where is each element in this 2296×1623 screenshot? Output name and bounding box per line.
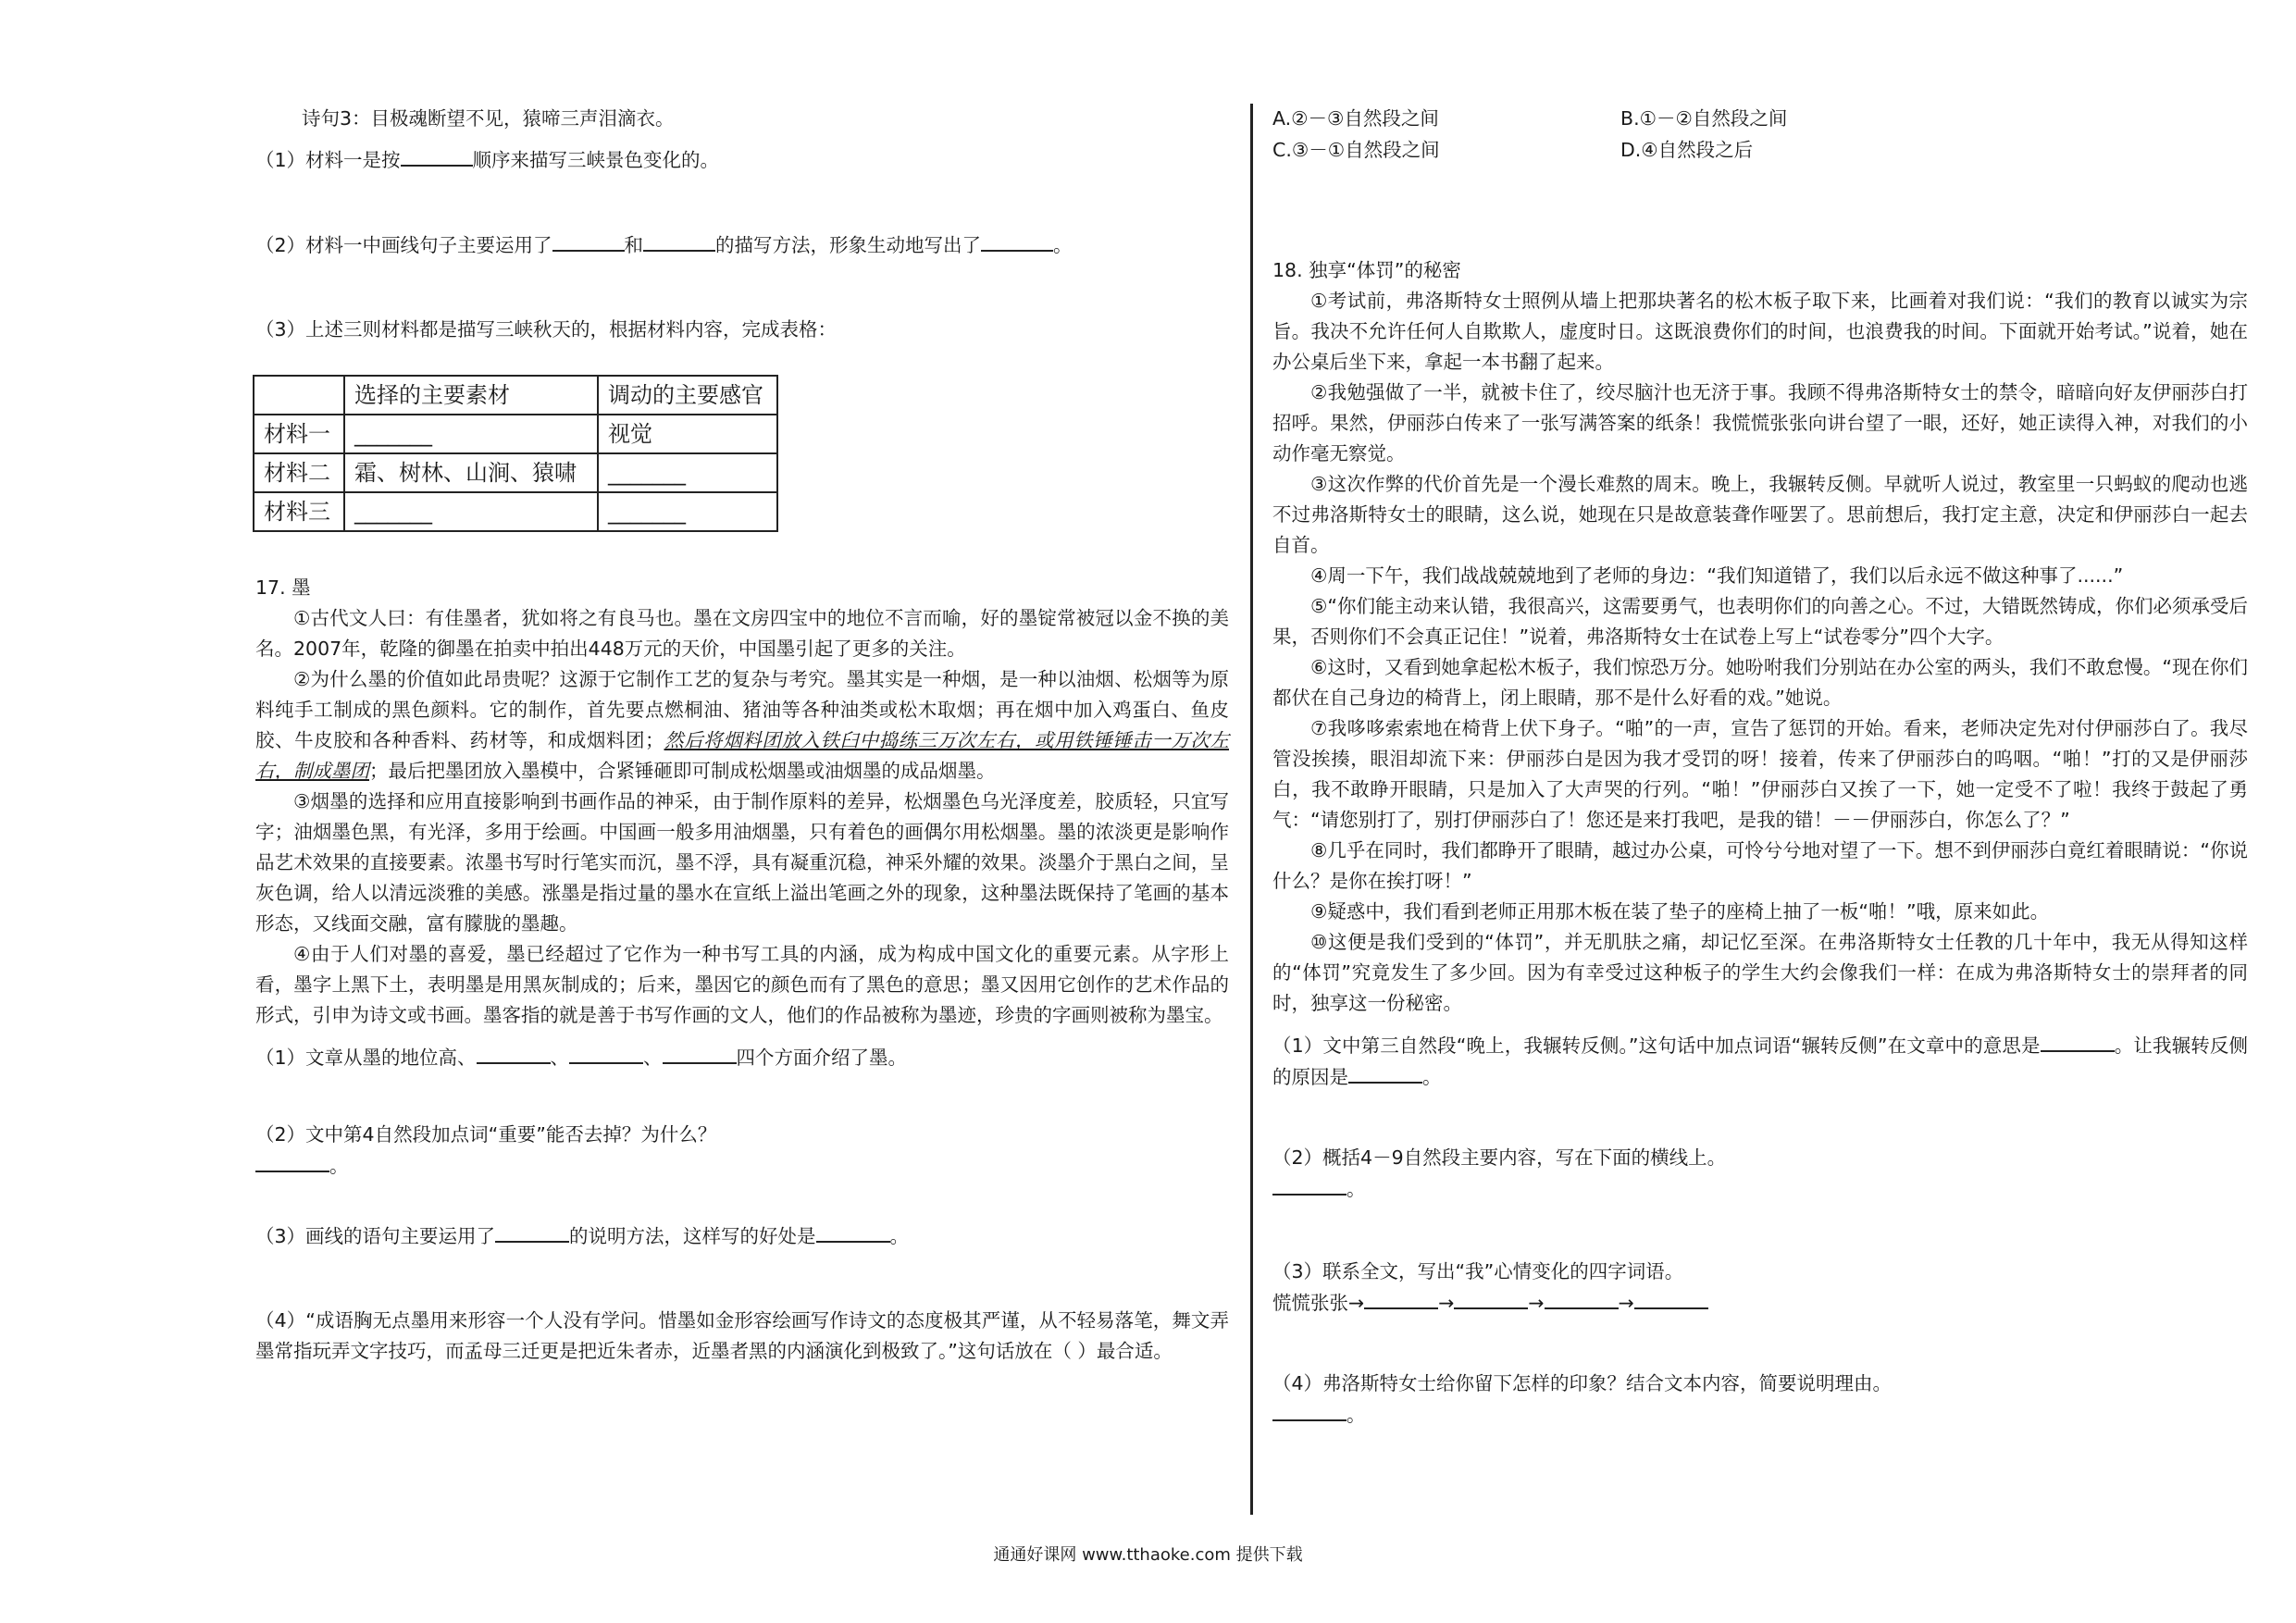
q17-2-answer — [255, 1150, 1229, 1182]
question-17-4: （4）“成语胸无点墨用来形容一个人没有学问。惜墨如金形容绘画写作诗文的态度极其严谨，从不轻易落笔，舞文弄墨常指玩弄文字技巧，而孟母三迁更是把近朱者赤，近墨者黑的内涵演化到极致了。”这句话放在（ ）最合适。 — [255, 1309, 1229, 1362]
q18-paragraph-8: ⑧几乎在同时，我们都睁开了眼睛，越过办公桌，可怜兮兮地对望了一下。想不到伊丽莎白竟红着眼睛说：“你说什么？是你在挨打呀！” — [1272, 839, 2248, 892]
q16-1-text-end: 顺序来描写三峡景色变化的。 — [472, 149, 720, 171]
separator: 、 — [643, 1047, 663, 1069]
q16-2-text-end: 。 — [1053, 234, 1073, 256]
q18-paragraph-9: ⑨疑惑中，我们看到老师正用那木板在装了垫子的座椅上抽了一板“啪！”哦，原来如此。 — [1310, 900, 2050, 923]
q17-3-text-end: 。 — [889, 1225, 910, 1247]
answer-blank[interactable] — [1545, 1287, 1619, 1309]
question-18-3: （3）联系全文，写出“我”心情变化的四字词语。 — [1272, 1260, 1684, 1282]
answer-blank[interactable] — [643, 229, 715, 252]
q18-paragraph-5: ⑤“你们能主动来认错，我很高兴，这需要勇气，也表明你们的向善之心。不过，大错既然铸成，你们必须承受后果，否则你们不会真正记住！”说着，弗洛斯特女士在试卷上写上“试卷零分”四个大字。 — [1272, 595, 2248, 648]
question-17-title: 17. 墨 — [255, 576, 311, 599]
question-18-title: 18. 独享“体罚”的秘密 — [1272, 259, 1461, 281]
answer-blank[interactable] — [569, 1042, 643, 1064]
answer-blank[interactable] — [401, 144, 473, 167]
q16-2-text-mid: 的描写方法，形象生动地写出了 — [715, 234, 982, 256]
period: 。 — [1347, 1404, 1366, 1426]
question-17-2: （2）文中第4自然段加点词“重要”能否去掉？为什么？ — [255, 1123, 717, 1146]
table-cell[interactable]: _______ — [598, 453, 777, 492]
answer-blank[interactable] — [981, 229, 1053, 252]
table-row — [254, 415, 777, 453]
answer-blank[interactable] — [2041, 1030, 2115, 1052]
option-b[interactable]: B.①－②自然段之间 — [1620, 107, 1788, 130]
question-16-1 — [255, 144, 1229, 176]
q18-paragraph-7: ⑦我哆哆索索地在椅背上伏下身子。“啪”的一声，宣告了惩罚的开始。看来，老师决定先对付伊丽莎白了。我尽管没挨揍，眼泪却流下来：伊丽莎白是因为我才受罚的呀！接着，传来了伊丽莎白的呜咽。“啪！”打的又是伊丽莎白，我不敢睁开眼睛，只是加入了大声哭的行列。“啪！”伊丽莎白又挨了一下，她一定受不了啦！我终于鼓起了勇气：“请您别打了，别打伊丽莎白了！您还是来打我吧，是我的错！－－伊丽莎白，你怎么了？” — [1272, 717, 2248, 831]
answer-blank[interactable] — [255, 1150, 329, 1172]
underlined-sentence: 然后将烟料团放入铁臼中捣练三万次左右，或用铁锤锤击一万次左右，制成墨团 — [255, 729, 1230, 782]
left-column — [255, 104, 1229, 1367]
answer-blank[interactable] — [1348, 1061, 1422, 1084]
q18-paragraph-4: ④周一下午，我们战战兢兢地到了老师的身边：“我们知道错了，我们以后永远不做这种事了......” — [1310, 564, 2124, 587]
question-17-1 — [255, 1042, 1229, 1073]
q17-1-text-end: 四个方面介绍了墨。 — [736, 1047, 908, 1069]
q16-2-and: 和 — [624, 234, 644, 256]
table-cell[interactable]: _______ — [598, 492, 777, 531]
table-header-row — [254, 376, 777, 415]
table-cell: 选择的主要素材 — [344, 376, 598, 415]
table-cell: 调动的主要感官 — [598, 376, 777, 415]
q17-4-options — [1272, 104, 2248, 170]
q17-paragraph-1: ①古代文人曰：有佳墨者，犹如将之有良马也。墨在文房四宝中的地位不言而喻，好的墨锭常被冠以金不换的美名。2007年，乾隆的御墨在拍卖中拍出448万元的天价，中国墨引起了更多的关注。 — [255, 607, 1229, 660]
table-cell: 材料三 — [254, 492, 344, 531]
page-footer: 通通好课网 www.tthaoke.com 提供下载 — [993, 1545, 1303, 1565]
q18-paragraph-2: ②我勉强做了一半，就被卡住了，绞尽脑汁也无济于事。我顾不得弗洛斯特女士的禁令，暗暗向好友伊丽莎白打招呼。果然，伊丽莎白传来了一张写满答案的纸条！我慌慌张张向讲台望了一眼，还好，她正读得入神，对我们的小动作毫无察觉。 — [1272, 381, 2248, 465]
emotion-start-word: 慌慌张张 — [1272, 1292, 1348, 1314]
answer-blank[interactable] — [1454, 1287, 1528, 1309]
table-cell[interactable]: _______ — [344, 415, 598, 453]
q17-p2-text-end: ；最后把墨团放入墨模中，合紧锤砸即可制成松烟墨或油烟墨的成品烟墨。 — [369, 760, 996, 782]
option-d[interactable]: D.④自然段之后 — [1620, 139, 1754, 161]
q17-3-text-mid: 的说明方法，这样写的好处是 — [569, 1225, 816, 1247]
q18-2-answer — [1272, 1173, 2248, 1205]
arrow-icon: → — [1348, 1292, 1365, 1314]
q16-2-text: （2）材料一中画线句子主要运用了 — [255, 234, 552, 256]
period: 。 — [1347, 1178, 1366, 1200]
q18-4-answer — [1272, 1399, 2248, 1431]
q17-paragraph-3: ③烟墨的选择和应用直接影响到书画作品的神采，由于制作原料的差异，松烟墨色乌光泽度差，胶质轻，只宜写字；油烟墨色黑，有光泽，多用于绘画。中国画一般多用油烟墨，只有着色的画偶尔用松烟墨。墨的浓淡更是影响作品艺术效果的直接要素。浓墨书写时行笔实而沉，墨不浮，具有凝重沉稳，神采外耀的效果。淡墨介于黑白之间，呈灰色调，给人以清远淡雅的美感。涨墨是指过量的墨水在宣纸上溢出笔画之外的现象，这种墨法既保持了笔画的基本形态，又线面交融，富有朦胧的墨趣。 — [255, 790, 1229, 935]
answer-blank[interactable] — [1272, 1399, 1347, 1421]
period: 。 — [329, 1155, 349, 1177]
table-cell: 视觉 — [598, 415, 777, 453]
separator: 、 — [550, 1047, 570, 1069]
q16-1-text: （1）材料一是按 — [255, 149, 401, 171]
question-18-2: （2）概括4－9自然段主要内容，写在下面的横线上。 — [1272, 1146, 1727, 1169]
answer-blank[interactable] — [1634, 1287, 1708, 1309]
q17-paragraph-2 — [255, 664, 1229, 787]
q18-paragraph-1: ①考试前，弗洛斯特女士照例从墙上把那块著名的松木板子取下来，比画着对我们说：“我们的教育以诚实为宗旨。我决不允许任何人自欺欺人，虚度时日。这既浪费你们的时间，也浪费我的时间。下面就开始考试。”说着，她在办公桌后坐下来，拿起一本书翻了起来。 — [1272, 290, 2248, 373]
q18-1-text-mid: 。让我辗转反侧的原因是 — [1272, 1035, 2248, 1088]
poem-line-3: 诗句3：目极魂断望不见，猿啼三声泪滴衣。 — [302, 107, 675, 130]
question-18-4: （4）弗洛斯特女士给你留下怎样的印象？结合文本内容，简要说明理由。 — [1272, 1372, 1893, 1394]
question-18-1 — [1272, 1030, 2248, 1093]
table-cell: 材料一 — [254, 415, 344, 453]
arrow-icon: → — [1438, 1292, 1455, 1314]
arrow-icon: → — [1618, 1292, 1634, 1314]
q18-1-text: （1）文中第三自然段“晚上，我辗转反侧。”这句话中加点词语“辗转反侧”在文章中的意思是 — [1272, 1035, 2041, 1057]
q18-paragraph-10: ⑩这便是我们受到的“体罚”，并无肌肤之痛，却记忆至深。在弗洛斯特女士任教的几十年中，我无从得知这样的“体罚”究竟发生了多少回。因为有幸受过这种板子的学生大约会像我们一样：在成为弗洛斯特女士的崇拜者的同时，独享这一份秘密。 — [1272, 931, 2248, 1014]
table-row — [254, 453, 777, 492]
answer-blank[interactable] — [816, 1220, 890, 1243]
q18-paragraph-3: ③这次作弊的代价首先是一个漫长难熬的周末。晚上，我辗转反侧。早就听人说过，教室里一只蚂蚁的爬动也逃不过弗洛斯特女士的眼睛，这么说，她现在只是故意装聋作哑罢了。思前想后，我打定主意，决定和伊丽莎白一起去自首。 — [1272, 473, 2248, 556]
answer-blank[interactable] — [1364, 1287, 1438, 1309]
answer-blank[interactable] — [477, 1042, 551, 1064]
q18-paragraph-6: ⑥这时，又看到她拿起松木板子，我们惊恐万分。她吩咐我们分别站在办公室的两头，我们不敢怠慢。“现在你们都伏在自己身边的椅背上，闭上眼睛，那不是什么好看的戏。”她说。 — [1272, 656, 2248, 709]
q17-1-text: （1）文章从墨的地位高、 — [255, 1047, 477, 1069]
q18-1-text-end: 。 — [1422, 1066, 1442, 1088]
q17-p2-text: ②为什么墨的价值如此昂贵呢？这源于它制作工艺的复杂与考究。墨其实是一种烟，是一种以油烟、松烟等为原料纯手工制成的黑色颜料。它的制作，首先要点燃桐油、猪油等各种油类或松木取烟；再在烟中加入鸡蛋白、鱼皮胶、牛皮胶和各种香料、药材等，和成烟料团； — [255, 668, 1229, 751]
answer-blank[interactable] — [663, 1042, 737, 1064]
option-a[interactable]: A.②－③自然段之间 — [1272, 107, 1439, 130]
answer-blank[interactable] — [552, 229, 625, 252]
question-17-3 — [255, 1220, 1229, 1252]
right-column — [1272, 104, 2248, 1431]
answer-blank[interactable] — [1272, 1173, 1347, 1196]
option-c[interactable]: C.③－①自然段之间 — [1272, 139, 1440, 161]
question-16-3: （3）上述三则材料都是描写三峡秋天的，根据材料内容，完成表格： — [255, 318, 838, 341]
table-row — [254, 492, 777, 531]
q17-paragraph-4: ④由于人们对墨的喜爱，墨已经超过了它作为一种书写工具的内涵，成为构成中国文化的重要元素。从字形上看，墨字上黑下土，表明墨是用黑灰制成的；后来，墨因它的颜色而有了黑色的意思；墨又因用它创作的艺术作品的形式，引申为诗文或书画。墨客指的就是善于书写作画的文人，他们的作品被称为墨迹，珍贵的字画则被称为墨宝。 — [255, 943, 1229, 1026]
table-cell[interactable]: _______ — [344, 492, 598, 531]
table-cell — [254, 376, 344, 415]
table-cell: 霜、树林、山涧、猿啸 — [344, 453, 598, 492]
q18-3-answer — [1272, 1287, 2248, 1319]
q17-3-text: （3）画线的语句主要运用了 — [255, 1225, 496, 1247]
table-cell: 材料二 — [254, 453, 344, 492]
question-16-2 — [255, 229, 1229, 261]
arrow-icon: → — [1528, 1292, 1545, 1314]
column-divider — [1250, 104, 1253, 1515]
answer-blank[interactable] — [495, 1220, 569, 1243]
materials-table — [253, 375, 778, 532]
